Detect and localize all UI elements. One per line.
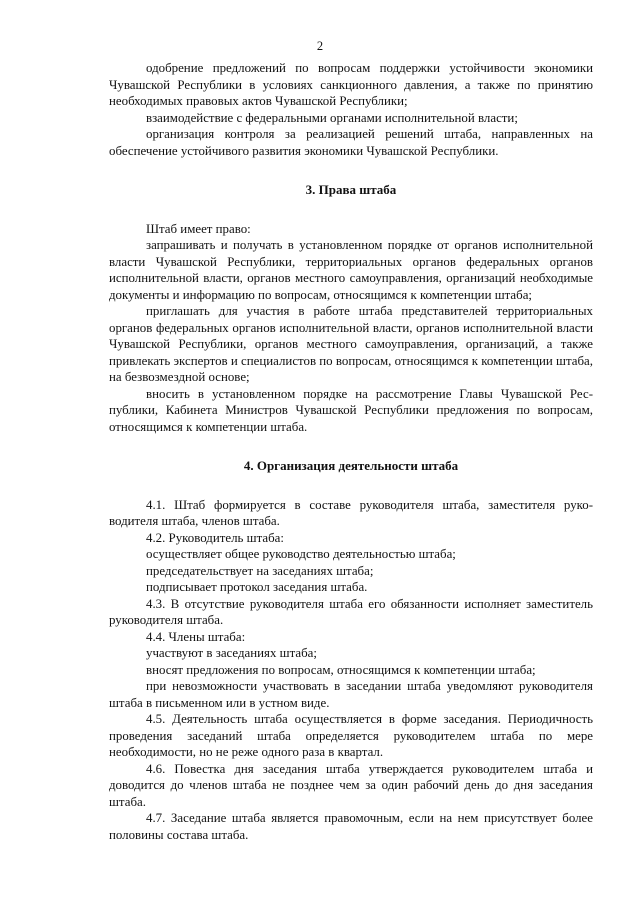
paragraph: осуществляет общее руководство деятельностью штаба; (146, 547, 456, 561)
section-heading-rights: 3. Права штаба (305, 182, 397, 197)
document-body (109, 60, 593, 843)
paragraph: при невозможности участвовать в заседании штаба уведомляют руководителя штаба в письменном или в устном виде. (109, 679, 593, 710)
section-heading-organization: 4. Организация деятельности штаба (243, 458, 459, 473)
paragraph: одобрение предложений по вопросам поддержки устойчивости экономики Чувашской Республики в условиях санкционного давления, а также по принятию необходимых правовых актов Чувашской Республики; (109, 61, 593, 108)
paragraph: организация контроля за реализацией решений штаба, направленных на обеспечение устойчивого развития экономики Чувашской Республики. (109, 127, 593, 158)
paragraph: 4.3. В отсутствие руководителя штаба его обязанности исполняет заместитель руководителя штаба. (109, 596, 593, 627)
paragraph: 4.5. Деятельность штаба осуществляется в форме заседания. Периодичность проведения заседаний штаба определяется руководителем штаба по мере необходимости, но не реже одного раза в квартал. (109, 712, 593, 759)
paragraph: Штаб имеет право: (146, 221, 251, 236)
paragraph: подписывает протокол заседания штаба. (146, 580, 368, 594)
paragraph: вносят предложения по вопросам, относящимся к компетенции штаба; (146, 662, 536, 677)
paragraph: 4.6. Повестка дня заседания штаба утверждается руководителем штаба и доводится до членов штаба не позднее чем за один рабочий день до дня заседания штаба. (109, 761, 593, 809)
paragraph: взаимодействие с федеральными органами исполнительной власти; (146, 110, 518, 125)
paragraph: 4.1. Штаб формируется в составе руководителя штаба, заместителя руководителя штаба, членов штаба. (109, 497, 593, 528)
paragraph: вносить в установленном порядке на рассмотрение Главы Чувашской Республики, Кабинета Министров Чувашской Республики предложения по вопросам, относящимся к компетенции штаба. (109, 386, 593, 434)
paragraph: запрашивать и получать в установленном порядке от органов исполнительной власти Чувашской Республики, территориальных органов федеральных органов исполнительной власти, органов местного самоуправления, организаций необходимые документы и информацию по вопросам, относящимся к компетенции штаба; (109, 238, 593, 302)
paragraph: 4.4. Члены штаба: (146, 629, 246, 644)
paragraph: председательствует на заседаниях штаба; (146, 563, 374, 578)
paragraph: 4.2. Руководитель штаба: (146, 530, 284, 545)
page-number: 2 (316, 39, 324, 53)
paragraph: приглашать для участия в работе штаба представителей территориальных органов федеральных органов исполнительной власти, органов исполнительной власти Чувашской Республики, органов местного самоуправления, организаций, а также привлекать экспертов и специалистов по вопросам, относящимся к компетенции штаба, на безвозмездной основе; (109, 304, 593, 384)
paragraph: 4.7. Заседание штаба является правомочным, если на нем присутствует более половины состава штаба. (109, 811, 593, 842)
paragraph: участвуют в заседаниях штаба; (146, 646, 317, 660)
